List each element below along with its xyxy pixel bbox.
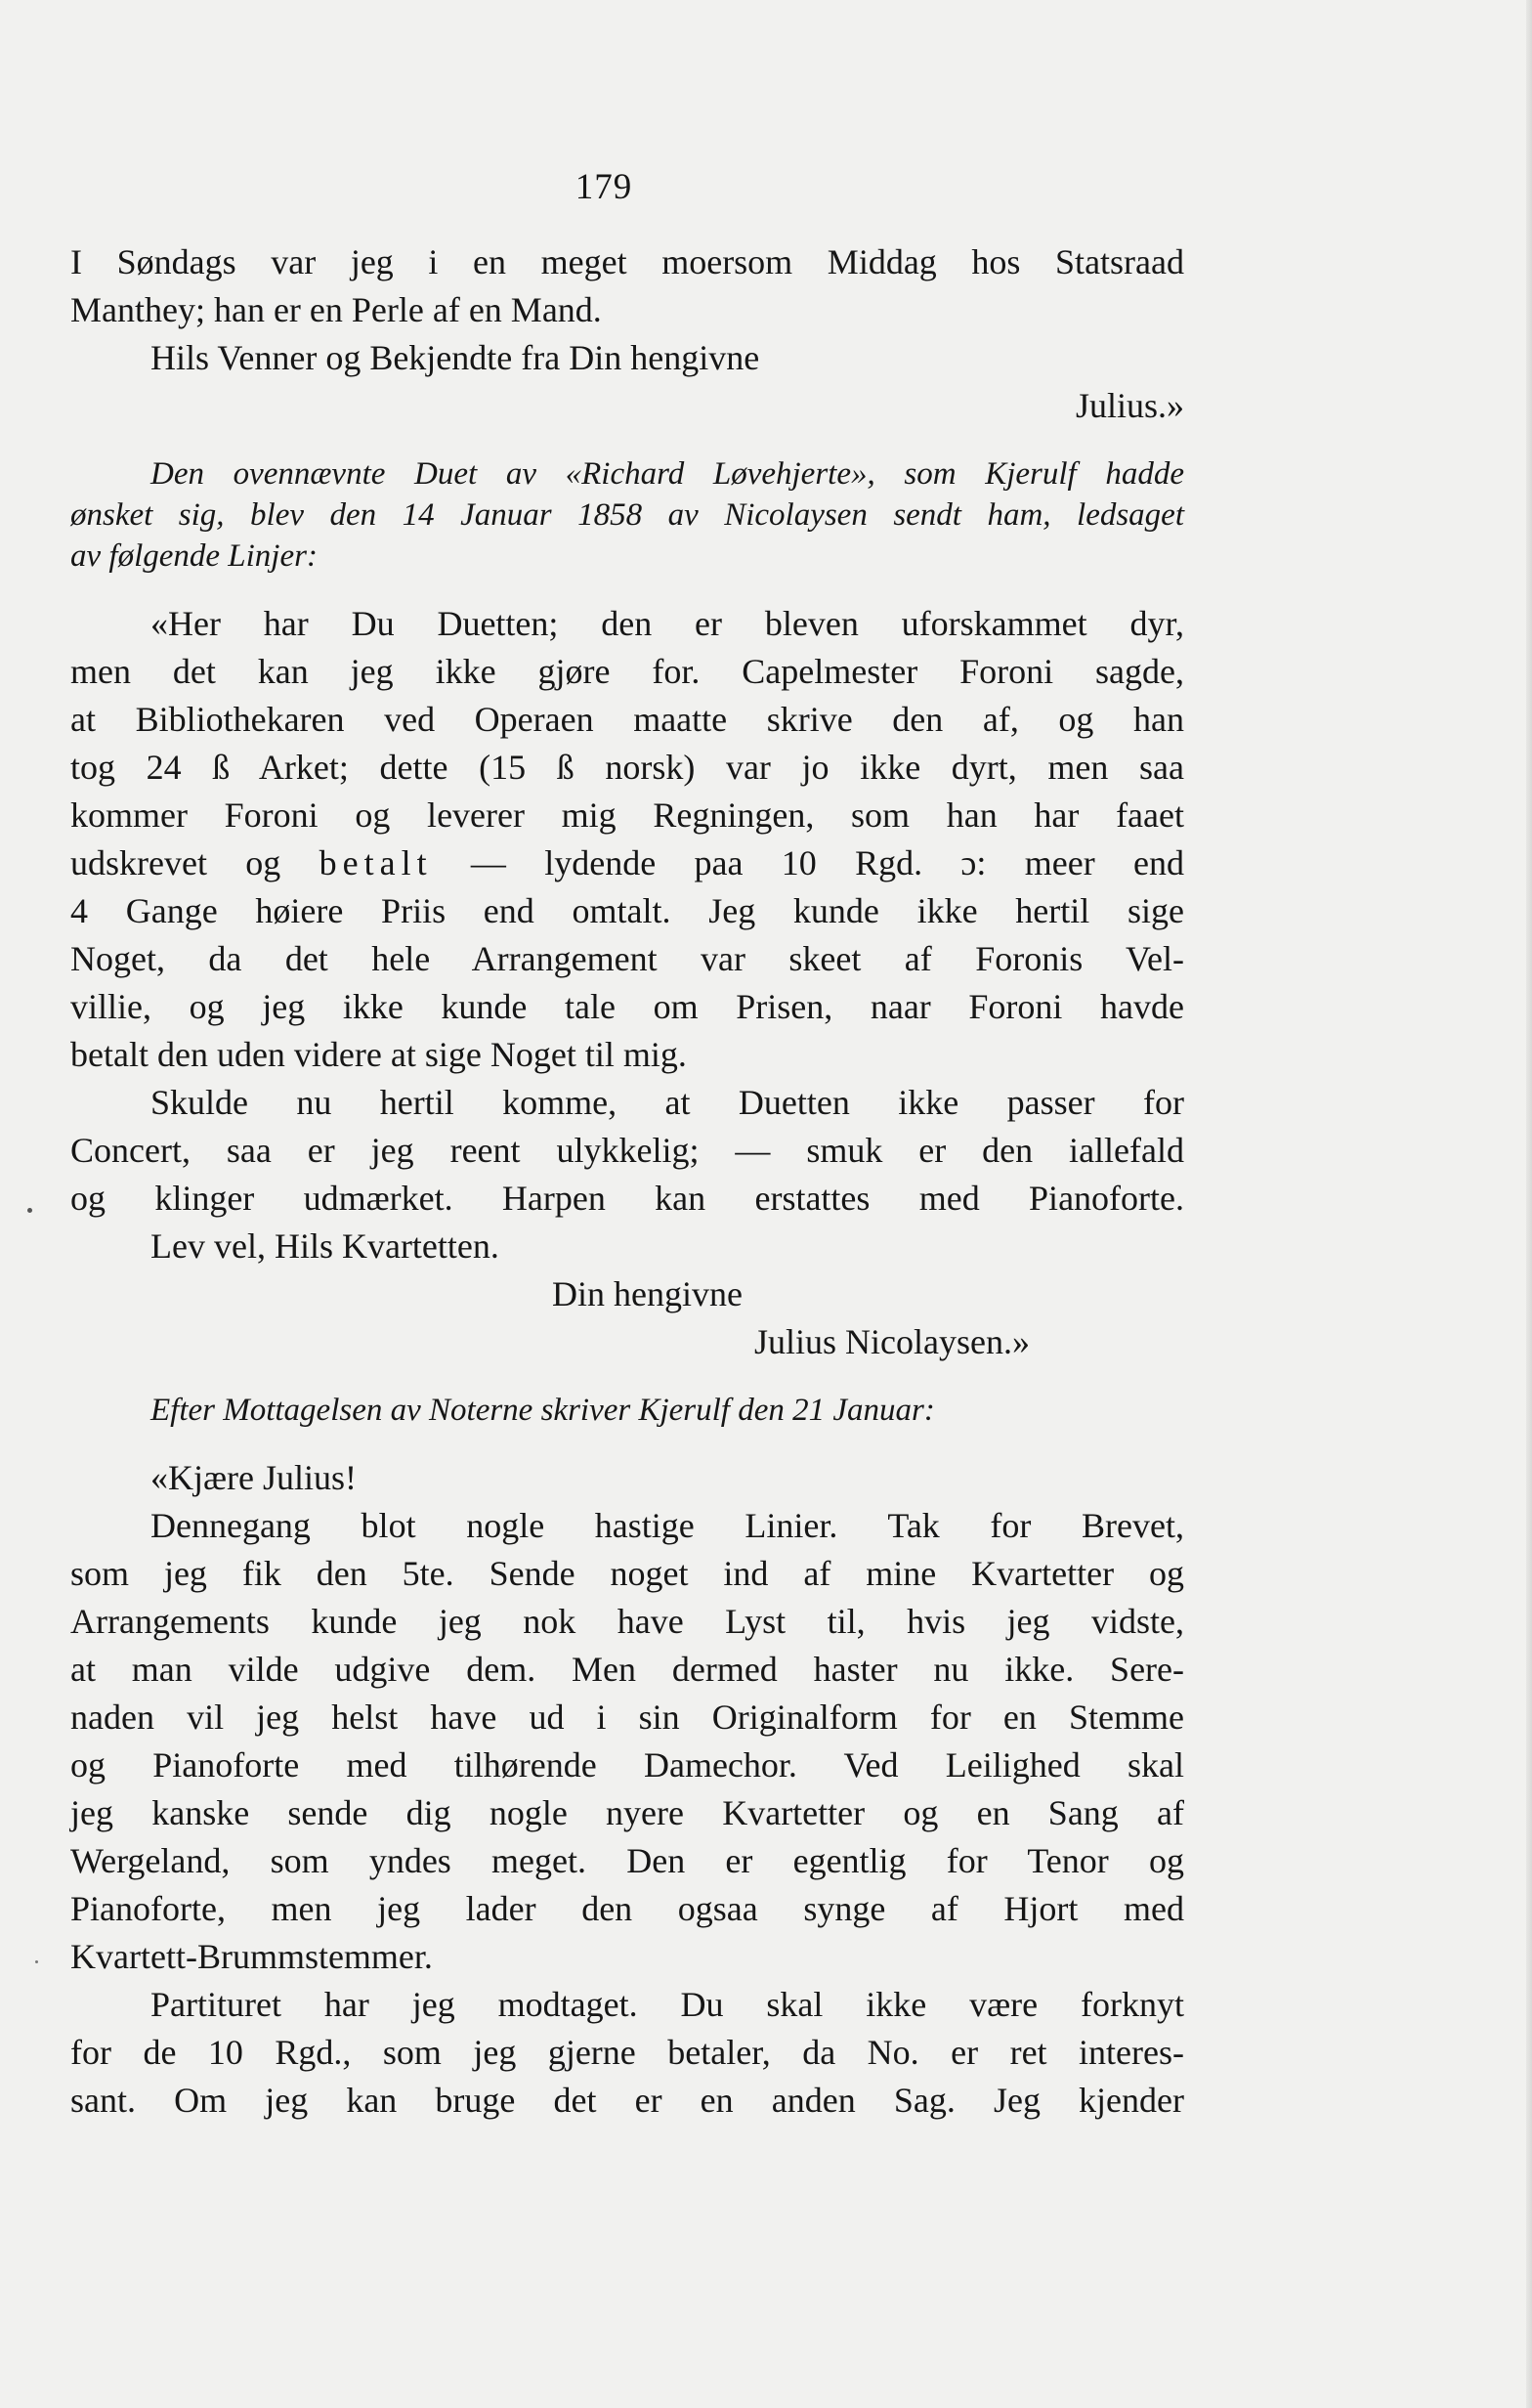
letter3-salutation: «Kjære Julius! (150, 1458, 357, 1497)
letter1-line: Manthey; han er en Perle af en Mand. (70, 290, 602, 329)
letter3-line: som jeg fik den 5te. Sende noget ind af mine Kvartetter og (70, 1554, 1184, 1593)
letter3-line: jeg kanske sende dig nogle nyere Kvartetter og en Sang af (70, 1793, 1184, 1832)
narration-line: av følgende Linjer: (70, 538, 318, 574)
letter3-line: sant. Om jeg kan bruge det er en anden Sag. Jeg kjender (70, 2081, 1184, 2120)
letter2-line: at Bibliothekaren ved Operaen maatte skrive den af, og han (70, 700, 1184, 739)
letter2-line: 4 Gange høiere Priis end omtalt. Jeg kunde ikke hertil sige (70, 891, 1184, 930)
letter3-line: for de 10 Rgd., som jeg gjerne betaler, da No. er ret interes- (70, 2033, 1184, 2072)
letter3-line: naden vil jeg helst have ud i sin Originalform for en Stemme (70, 1698, 1184, 1737)
letter2-closing: Din hengivne (552, 1274, 743, 1313)
letter2-line: Skulde nu hertil komme, at Duetten ikke passer for (150, 1083, 1184, 1122)
letter2-line: Noget, da det hele Arrangement var skeet af Foronis Vel- (70, 939, 1184, 978)
body-text (70, 238, 1184, 2125)
page-edge-shadow (1526, 0, 1532, 2408)
letter3-line: Arrangements kunde jeg nok have Lyst til, hvis jeg vidste, (70, 1602, 1184, 1641)
line-part: udskrevet og (70, 843, 319, 882)
narration-line: Efter Mottagelsen av Noterne skriver Kjerulf den 21 Januar: (150, 1393, 935, 1428)
line-part: — lydende paa 10 Rgd. ɔ: meer end (432, 843, 1184, 882)
letter1-line: I Søndags var jeg i en meget moersom Middag hos Statsraad (70, 242, 1184, 281)
letter3-line: og Pianoforte med tilhørende Damechor. Ved Leilighed skal (70, 1745, 1184, 1784)
letter2-line: «Her har Du Duetten; den er bleven uforskammet dyr, (150, 604, 1184, 643)
letter3-line: Kvartett-Brummstemmer. (70, 1937, 433, 1976)
margin-speck (35, 1960, 38, 1963)
letter2-line: tog 24 ß Arket; dette (15 ß norsk) var jo ikke dyrt, men saa (70, 748, 1184, 787)
letter2-line (70, 839, 1184, 887)
letter2-line: betalt den uden videre at sige Noget til mig. (70, 1035, 687, 1074)
letter2-line: men det kan jeg ikke gjøre for. Capelmester Foroni sagde, (70, 652, 1184, 691)
letter3-line: Partituret har jeg modtaget. Du skal ikke være forknyt (150, 1985, 1184, 2024)
letter1-greeting: Hils Venner og Bekjendte fra Din hengivne (150, 338, 760, 377)
emphasized-word: betalt (319, 843, 433, 882)
letter1-signature: Julius.» (1075, 386, 1184, 425)
letter3-line: Wergeland, som yndes meget. Den er egentlig for Tenor og (70, 1841, 1184, 1880)
letter3-line: Dennegang blot nogle hastige Linier. Tak for Brevet, (150, 1506, 1184, 1545)
page-number: 179 (574, 167, 633, 207)
letter2-line: kommer Foroni og leverer mig Regningen, som han har faaet (70, 796, 1184, 835)
letter2-line: og klinger udmærket. Harpen kan erstattes med Pianoforte. (70, 1179, 1184, 1218)
narration-line: Den ovennævnte Duet av «Richard Løvehjerte», som Kjerulf hadde (150, 456, 1184, 492)
letter3-line: Pianoforte, men jeg lader den ogsaa synge af Hjort med (70, 1889, 1184, 1928)
narration-line: ønsket sig, blev den 14 Januar 1858 av Nicolaysen sendt ham, ledsaget (70, 497, 1184, 533)
letter2-farewell: Lev vel, Hils Kvartetten. (150, 1226, 499, 1266)
letter2-line: villie, og jeg ikke kunde tale om Prisen, naar Foroni havde (70, 987, 1184, 1026)
letter2-line: Concert, saa er jeg reent ulykkelig; — smuk er den iallefald (70, 1131, 1184, 1170)
letter2-signature: Julius Nicolaysen.» (754, 1322, 1030, 1361)
letter3-line: at man vilde udgive dem. Men dermed haster nu ikke. Sere- (70, 1650, 1184, 1689)
margin-speck (27, 1208, 32, 1213)
